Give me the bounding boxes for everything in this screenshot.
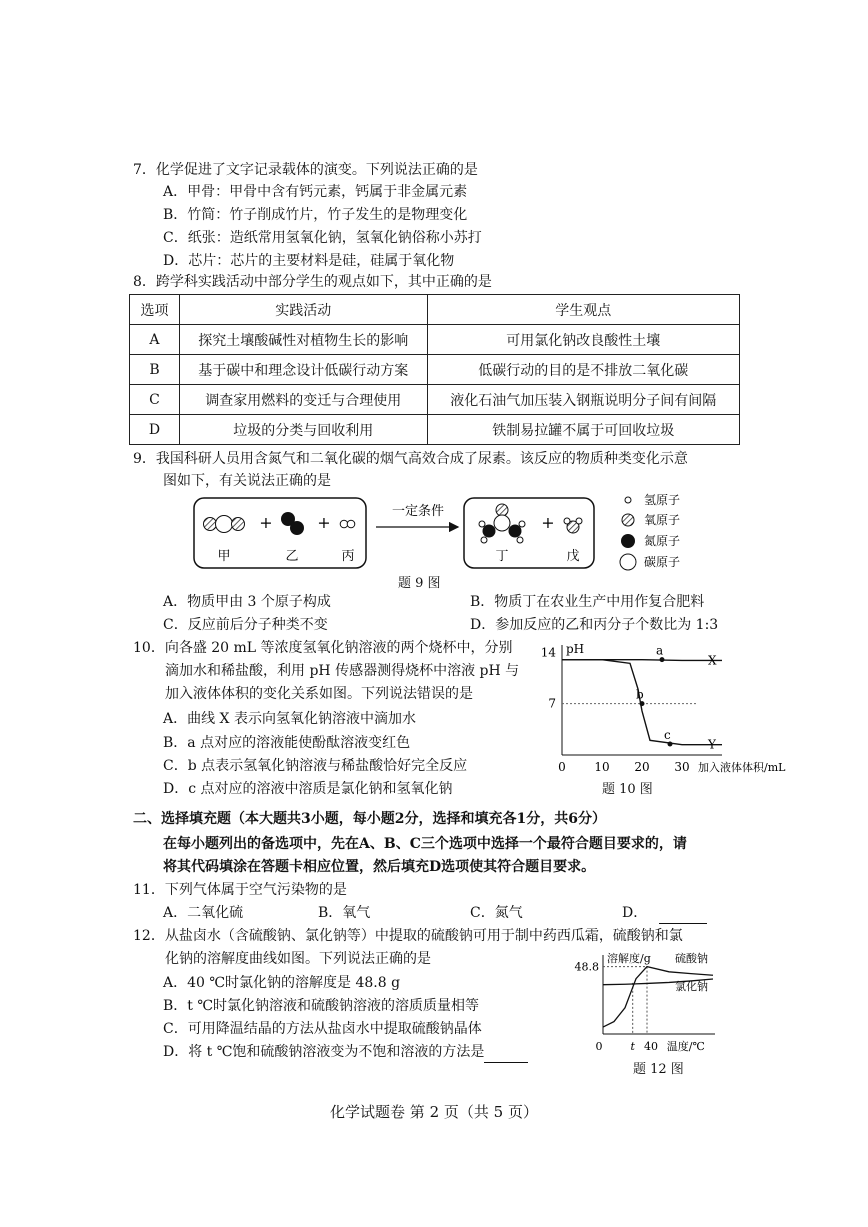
q11-option-c: C．氮气 [470, 905, 523, 921]
co2-molecule-icon [204, 516, 245, 533]
q10-option-a: A．曲线 X 表示向氢氧化钠溶液中滴加水 [163, 711, 416, 727]
q12-solubility-chart [570, 950, 720, 1062]
q12-figure-caption: 题 12 图 [633, 1062, 684, 1077]
q8-table [129, 294, 740, 445]
point-b [640, 701, 645, 706]
q10-stem-line3: 加入液体体积的变化关系如图。下列说法错误的是 [165, 686, 473, 702]
table-row [130, 325, 740, 355]
q10-option-c: C．b 点表示氢氧化钠溶液与稀盐酸恰好完全反应 [163, 758, 468, 774]
table-header-cell: 选项 [130, 295, 180, 325]
x-tick-label: t [630, 1040, 635, 1053]
point-label-c: c [664, 728, 671, 742]
q9-option-c: C．反应前后分子种类不变 [163, 617, 328, 633]
table-cell: B [130, 355, 180, 385]
q11-option-d [622, 903, 707, 924]
section2-instruction-2: 将其代码填涂在答题卡相应位置，然后填充D选项使其符合题目要求。 [163, 859, 596, 875]
point-label-b: b [636, 687, 644, 702]
plus-sign: + [317, 513, 331, 532]
y-axis-label: 溶解度/g [607, 952, 651, 965]
table-header-cell: 学生观点 [427, 295, 739, 325]
table-cell: 垃圾的分类与回收利用 [179, 415, 427, 445]
x-axis-label: 加入液体体积/mL [698, 761, 786, 774]
q9-option-d: D．参加反应的乙和丙分子个数比为 1:3 [470, 617, 719, 633]
q7-option-a: A．甲骨：甲骨中含有钙元素，钙属于非金属元素 [163, 184, 468, 200]
x-tick-label: 20 [634, 760, 650, 774]
legend-oxygen: 氧原子 [644, 513, 681, 527]
nitrogen-atom-icon [621, 534, 635, 548]
h2-molecule-icon [340, 520, 355, 528]
reaction-condition: 一定条件 [391, 504, 445, 519]
series-label-sodium-sulfate: 硫酸钠 [675, 952, 708, 966]
plus-sign: + [259, 513, 273, 532]
q12-option-d-label: D．将 t ℃饱和硫酸钠溶液变为不饱和溶液的方法是 [163, 1044, 485, 1060]
x-tick-label: 30 [674, 760, 690, 774]
y-tick-label: 14 [540, 645, 556, 660]
hydrogen-atom-icon [625, 497, 631, 503]
atom-legend [620, 493, 680, 570]
page-footer: 化学试题卷 第 2 页（共 5 页） [330, 1103, 538, 1121]
series-label-X: X [708, 653, 717, 668]
q12-option-d [163, 1042, 528, 1063]
q9-option-a: A．物质甲由 3 个原子构成 [163, 594, 331, 610]
q9-stem-line2: 图如下，有关说法正确的是 [163, 473, 331, 489]
q11-option-a: A．二氧化硫 [163, 905, 244, 921]
q12-option-a: A．40 ℃时氯化钠的溶解度是 48.8 g [163, 975, 401, 991]
x-tick-label: 0 [595, 1040, 603, 1053]
q9-figure-caption: 题 9 图 [398, 576, 441, 591]
q9-stem-line1: 9．我国科研人员用含氮气和二氧化碳的烟气高效合成了尿素。该反应的物质种类变化示意 [133, 451, 688, 467]
table-cell: 液化石油气加压装入钢瓶说明分子间有间隔 [427, 385, 739, 415]
plus-sign: + [541, 513, 555, 532]
section2-title: 二、选择填充题（本大题共3小题，每小题2分，选择和填充各1分，共6分） [133, 811, 606, 827]
q11-stem: 11．下列气体属于空气污染物的是 [133, 882, 347, 898]
x-tick-label: 10 [594, 760, 610, 774]
q12-option-c: C．可用降温结晶的方法从盐卤水中提取硫酸钠晶体 [163, 1021, 482, 1037]
q10-option-b: B．a 点对应的溶液能使酚酞溶液变红色 [163, 735, 411, 751]
table-row [130, 385, 740, 415]
series-label-Y: Y [708, 737, 716, 752]
product-label-wu: 戊 [566, 549, 580, 564]
series-label-sodium-chloride: 氯化钠 [675, 979, 708, 993]
q11-option-b: B．氧气 [318, 905, 371, 921]
table-header-row [130, 295, 740, 325]
x-tick-label: 40 [644, 1040, 658, 1053]
table-cell: 探究土壤酸碱性对植物生长的影响 [179, 325, 427, 355]
q8-stem: 8．跨学科实践活动中部分学生的观点如下，其中正确的是 [133, 274, 492, 290]
table-row [130, 415, 740, 445]
q9-reaction-diagram [190, 490, 730, 575]
q9-option-b: B．物质丁在农业生产中用作复合肥料 [470, 594, 705, 610]
n2-molecule-icon [281, 512, 304, 535]
table-header-cell: 实践活动 [179, 295, 427, 325]
q10-ph-chart [540, 640, 786, 775]
series-line-sodium-sulfate [603, 967, 713, 1028]
urea-molecule-icon [479, 504, 525, 543]
table-cell: C [130, 385, 180, 415]
table-cell: 基于碳中和理念设计低碳行动方案 [179, 355, 427, 385]
carbon-atom-icon [620, 554, 636, 570]
q10-stem-line1: 10．向各盛 20 mL 等浓度氢氧化钠溶液的两个烧杯中，分别 [133, 640, 513, 656]
q12-stem-line1: 12．从盐卤水（含硫酸钠、氯化钠等）中提取的硫酸钠可用于制中药西瓜霜，硫酸钠和氯 [133, 928, 683, 944]
point-label-a: a [656, 643, 664, 658]
legend-nitrogen: 氮原子 [644, 534, 681, 548]
oxygen-atom-icon [622, 514, 634, 526]
point-c [668, 742, 673, 747]
legend-hydrogen: 氢原子 [644, 493, 681, 507]
x-tick-label: 0 [558, 760, 566, 774]
x-axis-label: 温度/℃ [666, 1040, 705, 1053]
q7-stem: 7．化学促进了文字记录载体的演变。下列说法正确的是 [133, 162, 478, 178]
table-cell: 铁制易拉罐不属于可回收垃圾 [427, 415, 739, 445]
h2o-molecule-icon [564, 518, 582, 533]
q12-option-b: B．t ℃时氯化钠溶液和硫酸钠溶液的溶质质量相等 [163, 998, 480, 1014]
q10-option-d: D．c 点对应的溶液中溶质是氯化钠和氢氧化钠 [163, 781, 453, 797]
y-tick-label: 48.8 [574, 960, 599, 974]
q7-option-c: C．纸张：造纸常用氢氧化钠，氢氧化钠俗称小苏打 [163, 230, 482, 246]
q11-option-d-label: D． [622, 905, 648, 921]
q12-stem-line2: 化钠的溶解度曲线如图。下列说法正确的是 [165, 951, 431, 967]
table-row [130, 355, 740, 385]
section2-instruction-1: 在每小题列出的备选项中，先在A、B、C三个选项中选择一个最符合题目要求的，请 [163, 836, 687, 852]
table-cell: 可用氯化钠改良酸性土壤 [427, 325, 739, 355]
table-cell: 调查家用燃料的变迁与合理使用 [179, 385, 427, 415]
q11-answer-blank[interactable] [659, 903, 707, 924]
q10-stem-line2: 滴加水和稀盐酸，利用 pH 传感器测得烧杯中溶液 pH 与 [165, 663, 520, 679]
table-cell: A [130, 325, 180, 355]
q12-answer-blank[interactable] [484, 1042, 528, 1063]
y-axis-label: pH [566, 642, 585, 656]
legend-carbon: 碳原子 [644, 555, 681, 569]
table-cell: 低碳行动的目的是不排放二氧化碳 [427, 355, 739, 385]
table-cell: D [130, 415, 180, 445]
q7-option-d: D．芯片：芯片的主要材料是硅，硅属于氧化物 [163, 253, 455, 269]
q10-figure-caption: 题 10 图 [602, 782, 653, 797]
reactant-label-yi: 乙 [285, 549, 299, 564]
reactant-label-jia: 甲 [217, 549, 231, 564]
product-label-ding: 丁 [495, 549, 509, 564]
reactant-label-bing: 丙 [341, 549, 355, 564]
y-tick-label: 7 [548, 696, 556, 711]
q7-option-b: B．竹简：竹子削成竹片，竹子发生的是物理变化 [163, 207, 468, 223]
point-a [660, 657, 665, 662]
